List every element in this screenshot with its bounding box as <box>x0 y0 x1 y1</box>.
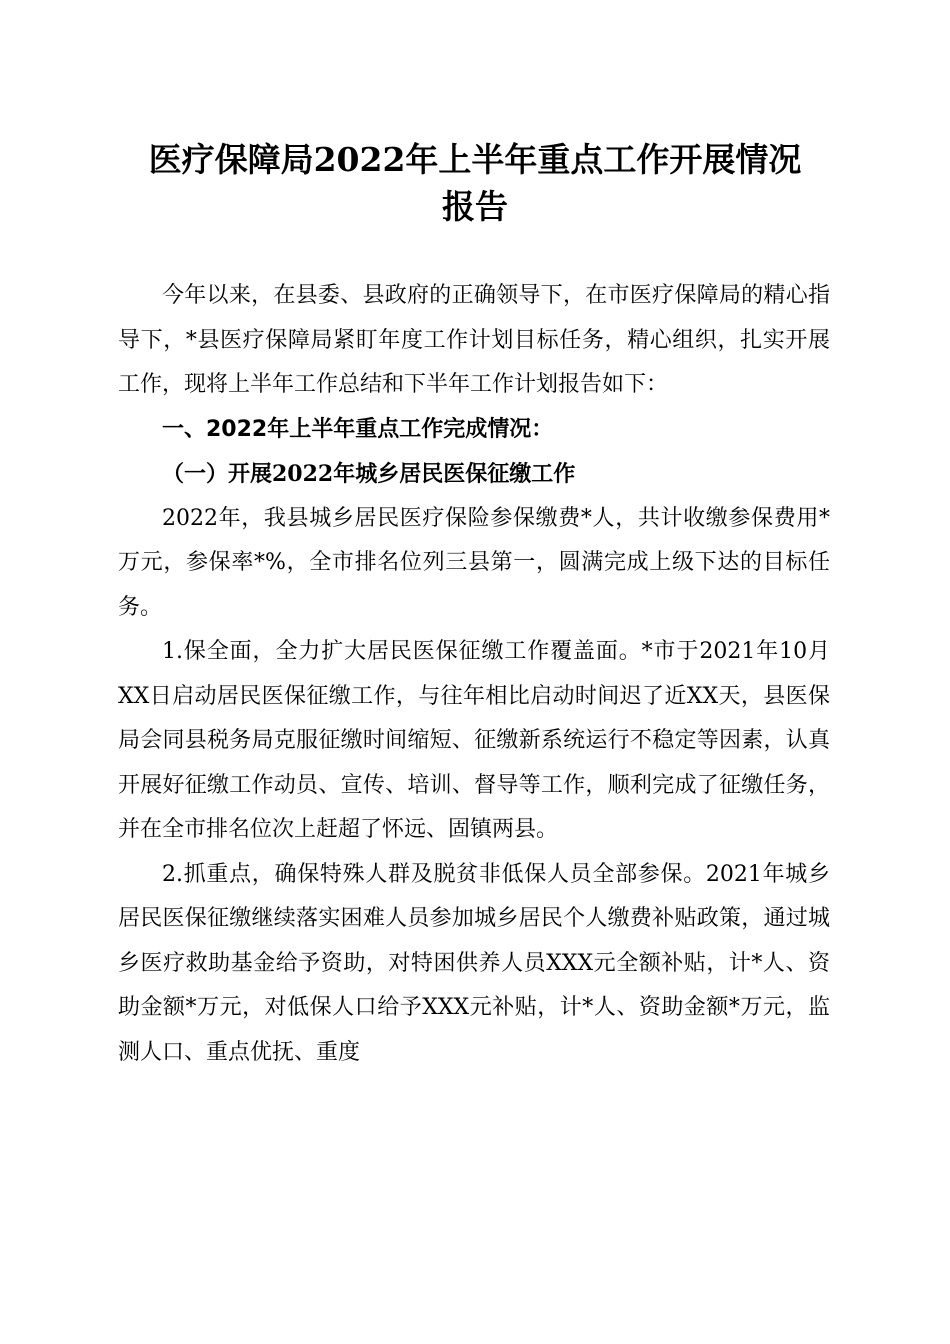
body-paragraph: 2.抓重点，确保特殊人群及脱贫非低保人员全部参保。2021年城乡居民医保征缴继续落实困难人员参加城乡居民个人缴费补贴政策，通过城乡医疗救助基金给予资助，对特困供养人员XXX元全额补贴，计*人、资助金额*万元，对低保人口给予XXX元补贴，计*人、资助金额*万元，监测人口、重点优抚、重度 <box>118 861 830 1065</box>
document-body <box>118 274 830 1075</box>
section-heading-1: 一、2022年上半年重点工作完成情况： <box>162 416 554 442</box>
body-paragraph: 2022年，我县城乡居民医疗保险参保缴费*人，共计收缴参保费用*万元，参保率*%，全市排名位列三县第一，圆满完成上级下达的目标任务。 <box>118 505 830 620</box>
subsection-heading-1: （一）开展2022年城乡居民医保征缴工作 <box>162 461 576 487</box>
document-title-line-2: 报告 <box>442 187 508 226</box>
body-paragraph: 1.保全面，全力扩大居民医保征缴工作覆盖面。*市于2021年10月XX日启动居民医保征缴工作，与往年相比启动时间迟了近XX天，县医保局会同县税务局克服征缴时间缩短、征缴新系统运行不稳定等因素，认真开展好征缴工作动员、宣传、培训、督导等工作，顺利完成了征缴任务，并在全市排名位次上赶超了怀远、固镇两县。 <box>118 639 830 842</box>
intro-paragraph: 今年以来，在县委、县政府的正确领导下，在市医疗保障局的精心指导下，*县医疗保障局紧盯年度工作计划目标任务，精心组织，扎实开展工作，现将上半年工作总结和下半年工作计划报告如下： <box>118 283 830 397</box>
document-title-line-1: 医疗保障局2022年上半年重点工作开展情况 <box>148 140 802 179</box>
